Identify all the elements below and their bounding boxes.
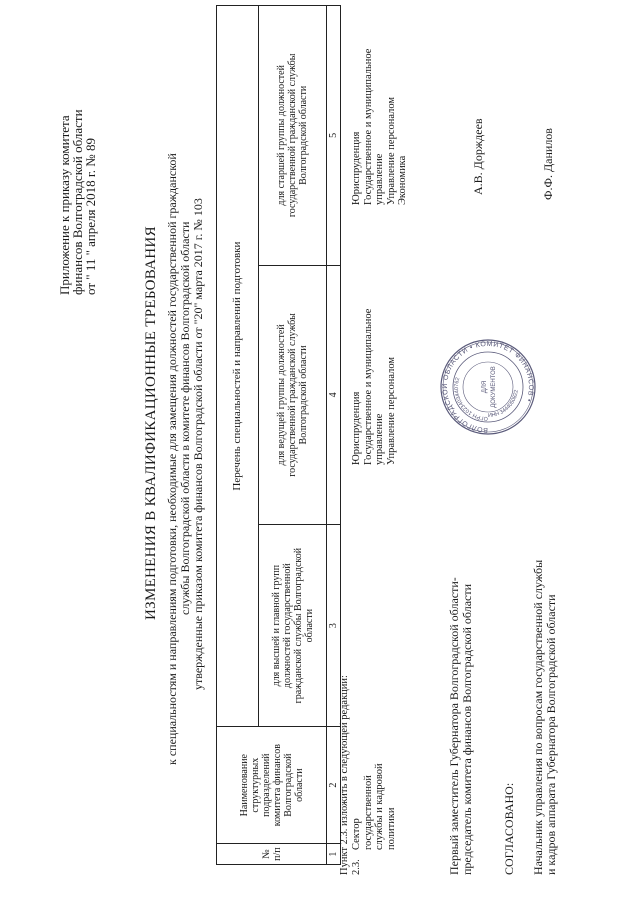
stamp-inner-top: ОГРН 1023403440762 [453,376,489,422]
appendix-line1: Приложение к приказу комитета [57,115,72,295]
subtitle-line2: службы Волгоградской области в комитете финансов Волгоградской области [178,221,192,615]
row-name: Сектор государственной службы и кадровой политики [351,763,397,850]
header-name: Наименование структурных подразделений комитета финансов Волгоградской области [217,727,327,844]
appendix-block [58,109,97,295]
col-num-3: 3 [327,525,341,727]
header-num: № п/п [217,844,327,865]
header-col5: для старшей группы должностей государственной гражданской службы Волгоградской области [259,6,327,266]
stamp-center-1: ДЛЯ [482,380,488,394]
second-signer: Начальник управления по вопросам государственной службы и кадров аппарата Губернатора Волгоградской области [531,559,558,875]
subtitle-line1: к специальностям и направлениям подготовки, необходимые для замещения должностей государственной гражданской [165,153,179,765]
requirements-table [216,5,341,865]
col-num-4: 4 [327,265,341,525]
agreed-label: СОГЛАСОВАНО: [502,782,516,875]
row-number: 2.3. [351,859,362,875]
appendix-line3: от " 11 " апреля 2018 г. № 89 [83,138,98,295]
first-signer-name: А.В. Дорждеев [471,118,485,195]
col-num-1: 1 [327,844,341,865]
official-stamp [438,337,538,437]
header-list: Перечень специальностей и направлений подготовки [217,6,259,727]
second-signer-name: Ф.Ф. Данилов [541,128,555,200]
col-num-5: 5 [327,6,341,266]
header-col4: для ведущей группы должностей государственной гражданской службы Волгоградской области [259,265,327,525]
stamp-inner-bottom: ИНН 3444050822 [487,389,520,420]
col-num-2: 2 [327,727,341,844]
stamp-center-2: ДОКУМЕНТОВ [491,366,497,408]
row-col5: Юриспруденция Государственное и муниципальное управление Управление персоналом Экономика [351,48,408,205]
stamp-outer-text: ВОЛГОГРАДСКОЙ ОБЛАСТИ • КОМИТЕТ ФИНАНСОВ • [441,340,535,434]
first-signer: Первый заместитель Губернатора Волгоградской области- председатель комитета финансов Волгоградской области [447,577,474,875]
amendment-note: Пункт 2.3. изложить в следующей редакции: [339,675,350,875]
row-col4: Юриспруденция Государственное и муниципальное управление Управление персоналом [351,308,397,465]
subtitle-line3: утвержденные приказом комитета финансов Волгоградской области от "20" марта 2017 г. № 103 [191,198,205,690]
appendix-line2: финансов Волгоградской области [70,109,85,295]
header-col3: для высшей и главной групп должностей государственной гражданской службы Волгоградской области [259,525,327,727]
document-title: ИЗМЕНЕНИЯ В КВАЛИФИКАЦИОННЫЕ ТРЕБОВАНИЯ [143,226,159,620]
